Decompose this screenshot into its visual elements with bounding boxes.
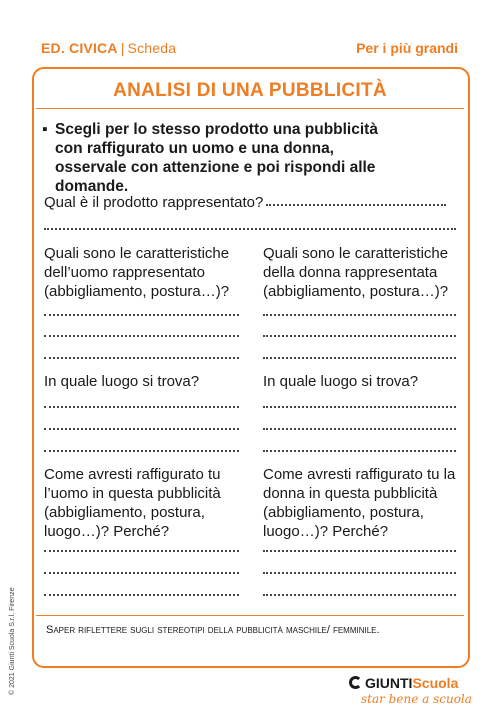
answer-line[interactable] bbox=[44, 572, 239, 574]
bullet-icon: ▪ bbox=[42, 121, 48, 138]
answer-line[interactable] bbox=[44, 450, 239, 452]
question-product bbox=[44, 193, 464, 212]
question-woman-features: Quali sono le caratteristiche della donna rappresentata (abbigliamento, postura…)? bbox=[263, 245, 449, 300]
learning-goal: Saper riflettere sugli stereotipi della pubblicità maschile/ femminile. bbox=[46, 624, 380, 636]
answer-line[interactable] bbox=[263, 335, 456, 337]
question-woman-place: In quale luogo si trova? bbox=[263, 373, 419, 390]
question-man-place: In quale luogo si trova? bbox=[44, 373, 200, 390]
logo-brand bbox=[349, 675, 472, 691]
answer-line[interactable] bbox=[44, 357, 239, 359]
instruction bbox=[42, 120, 406, 196]
answer-line[interactable] bbox=[263, 594, 456, 596]
goal-divider bbox=[36, 615, 464, 616]
header-separator: | bbox=[120, 40, 125, 56]
answer-line[interactable] bbox=[263, 550, 456, 552]
logo-brand-b: Scuola bbox=[412, 675, 459, 691]
answer-line[interactable] bbox=[263, 572, 456, 574]
answer-line[interactable] bbox=[263, 428, 456, 430]
question-woman-depict: Come avresti raffigurato tu la donna in questa pubblicità (abbigliamento, postura, luogo…)? Perché? bbox=[263, 466, 456, 540]
answer-line[interactable] bbox=[263, 357, 456, 359]
answer-line[interactable] bbox=[263, 406, 456, 408]
answer-line[interactable] bbox=[44, 314, 239, 316]
answer-line[interactable] bbox=[44, 594, 239, 596]
answer-line[interactable] bbox=[44, 406, 239, 408]
logo-tagline: star bene a scuola bbox=[361, 692, 472, 706]
title-divider bbox=[36, 108, 464, 109]
answer-line[interactable] bbox=[44, 228, 456, 230]
question-man-features: Quali sono le caratteristiche dell’uomo rappresentato (abbigliamento, postura…)? bbox=[44, 245, 230, 300]
answer-line[interactable] bbox=[263, 314, 456, 316]
sheet-type-label: Scheda bbox=[127, 40, 177, 56]
subject-label: ED. CIVICA bbox=[41, 40, 118, 56]
logo-brand-a: GIUNTI bbox=[365, 675, 413, 691]
question-man-depict: Come avresti raffigurato tu l’uomo in questa pubblicità (abbigliamento, postura, luogo…)? Perché? bbox=[44, 466, 221, 540]
answer-line[interactable] bbox=[263, 450, 456, 452]
copyright-notice bbox=[0, 545, 18, 695]
answer-line[interactable] bbox=[266, 204, 446, 206]
answer-line[interactable] bbox=[44, 335, 239, 337]
publisher-logo bbox=[349, 675, 472, 706]
answer-line[interactable] bbox=[44, 428, 239, 430]
worksheet-title: ANALISI DI UNA PUBBLICITÀ bbox=[113, 80, 387, 101]
copyright-text: © 2021 Giunti Scuola S.r.l. Firenze bbox=[9, 587, 16, 695]
giunti-g-icon bbox=[349, 676, 362, 689]
header-subject bbox=[41, 40, 176, 56]
answer-line[interactable] bbox=[44, 550, 239, 552]
question-product-text: Qual è il prodotto rappresentato? bbox=[44, 194, 264, 211]
instruction-text: Scegli per lo stesso prodotto una pubblicità con raffigurato un uomo e una donna, osservale con attenzione e poi rispondi alle domande. bbox=[55, 121, 378, 195]
level-label: Per i più grandi bbox=[356, 40, 458, 56]
